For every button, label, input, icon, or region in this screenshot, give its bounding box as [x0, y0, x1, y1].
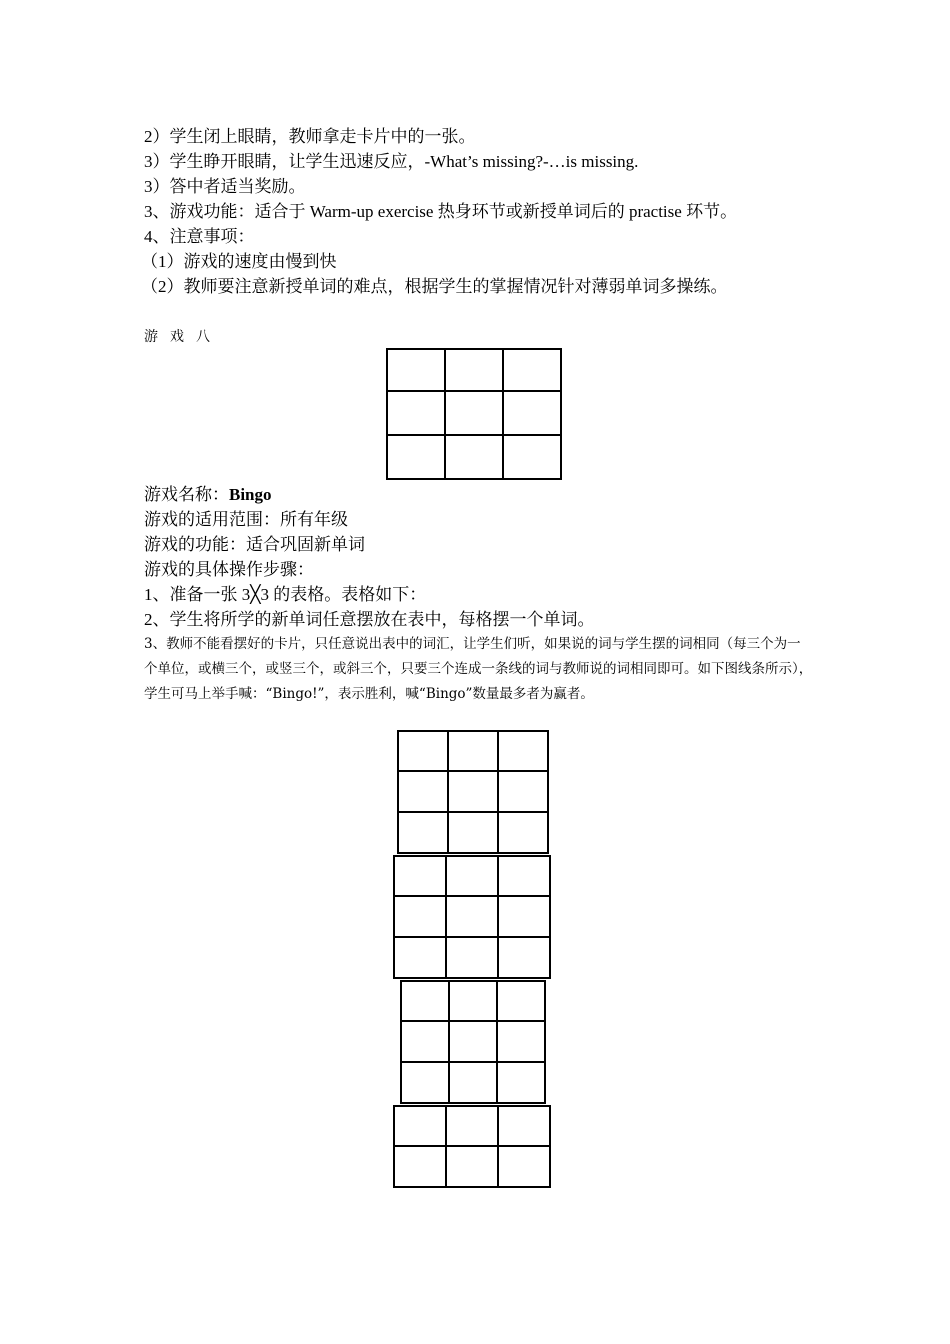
note-2: （2）教师要注意新授单词的难点，根据学生的掌握情况针对薄弱单词多操练。	[141, 277, 728, 296]
note-1: （1）游戏的速度由慢到快	[141, 252, 337, 271]
bingo-grid-sample	[386, 348, 562, 480]
bingo-grid-1	[397, 730, 549, 854]
game-purpose: 游戏的功能：适合巩固新单词	[144, 535, 365, 554]
game-heading: 游戏八	[144, 330, 222, 345]
bingo-grid-4	[393, 1105, 551, 1188]
game-scope: 游戏的适用范围：所有年级	[144, 510, 348, 529]
game-name-line	[144, 483, 272, 507]
notes-heading: 4、注意事项：	[144, 227, 255, 246]
step-3: 3、教师不能看摆好的卡片，只任意说出表中的词汇，让学生们听，如果说的词与学生摆的词相同（每三个为一个单位，或横三个，或竖三个，或斜三个，只要三个连成一条线的词与教师说的词相同即可。如下图线条所示），学生可马上举手喊：“Bingo!”，表示胜利，喊“Bingo”数量最多者为赢者。	[144, 636, 813, 702]
game-function-line: 3、游戏功能：适合于 Warm-up exercise 热身环节或新授单词后的 practise 环节。	[144, 202, 738, 221]
step-1: 1、准备一张 3╳3 的表格。表格如下：	[144, 585, 427, 604]
step-line-3: 3）答中者适当奖励。	[144, 177, 306, 196]
step-2: 2、学生将所学的新单词任意摆放在表中，每格摆一个单词。	[144, 610, 595, 629]
step-line-2: 3）学生睁开眼睛，让学生迅速反应，-What’s missing?-…is missing.	[144, 152, 639, 171]
game-name: Bingo	[229, 485, 272, 504]
bingo-grid-3	[400, 980, 546, 1104]
step-line-1: 2）学生闭上眼睛，教师拿走卡片中的一张。	[144, 127, 476, 146]
game-name-label: 游戏名称：	[144, 485, 229, 504]
steps-title: 游戏的具体操作步骤：	[144, 560, 314, 579]
bingo-grid-2	[393, 855, 551, 979]
